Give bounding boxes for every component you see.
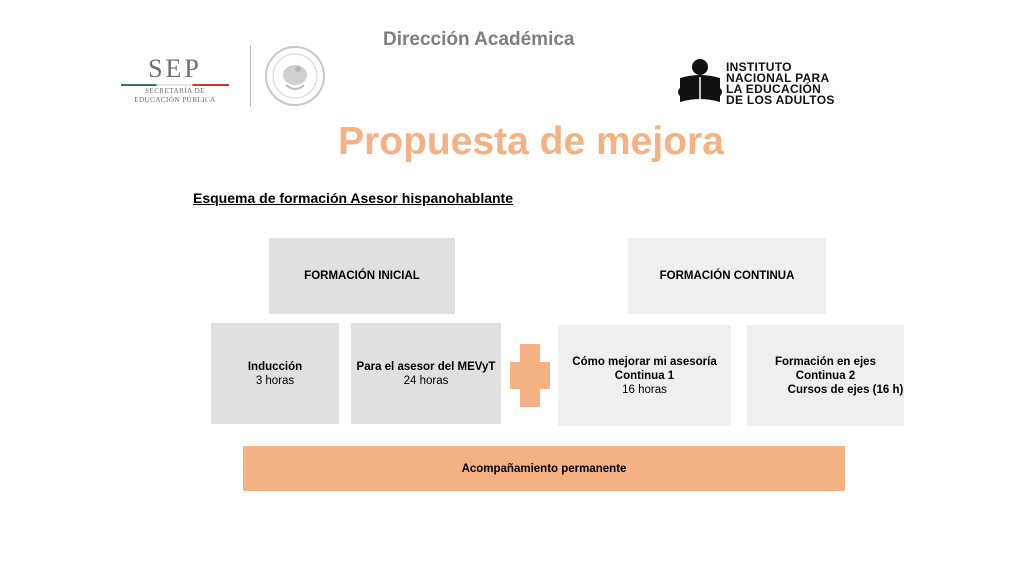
continua1-box [558, 325, 731, 426]
section-subtitle: Esquema de formación Asesor hispanohablante [193, 190, 514, 206]
inea-line1: INSTITUTO [726, 60, 792, 74]
sep-logo-sub1: SECRETARÍA DE [145, 87, 205, 95]
header-title: Dirección Académica [383, 29, 575, 50]
logo-divider [250, 45, 251, 107]
continua1-hours: 16 horas [622, 383, 667, 396]
sep-logo-sub2: EDUCACIÓN PÚBLICA [134, 96, 216, 104]
asesor-mevyt-box [351, 323, 501, 424]
plus-icon [510, 344, 550, 407]
induccion-box [211, 323, 339, 424]
acompanamiento-bar: Acompañamiento permanente [243, 446, 845, 491]
formacion-inicial-header: FORMACIÓN INICIAL [269, 238, 455, 314]
sep-logo-word: SEP [148, 54, 202, 83]
inea-line2: NACIONAL PARA [726, 71, 830, 85]
sep-logo [115, 55, 235, 107]
formacion-continua-header: FORMACIÓN CONTINUA [628, 238, 826, 314]
inea-line3: LA EDUCACIÓN [726, 82, 822, 96]
inea-logo-text [726, 62, 835, 106]
asesor-mevyt-hours: 24 horas [403, 374, 449, 387]
continua1-subtitle: Continua 1 [614, 369, 675, 382]
asesor-mevyt-title: Para el asesor del MEVyT [356, 360, 496, 373]
continua1-title: Cómo mejorar mi asesoría [572, 355, 717, 368]
induccion-hours: 3 horas [255, 374, 295, 387]
inea-line4: DE LOS ADULTOS [726, 93, 835, 107]
inea-reader-icon [677, 58, 723, 108]
sep-logo-stripe [121, 84, 229, 86]
continua2-subtitle: Continua 2 [795, 369, 856, 382]
mexico-seal-icon [264, 45, 326, 107]
page-title: Propuesta de mejora [338, 120, 724, 163]
continua2-detail: Cursos de ejes (16 h) [787, 383, 904, 396]
continua2-box [747, 325, 904, 426]
continua2-title: Formación en ejes [775, 355, 876, 368]
induccion-title: Inducción [247, 360, 303, 373]
